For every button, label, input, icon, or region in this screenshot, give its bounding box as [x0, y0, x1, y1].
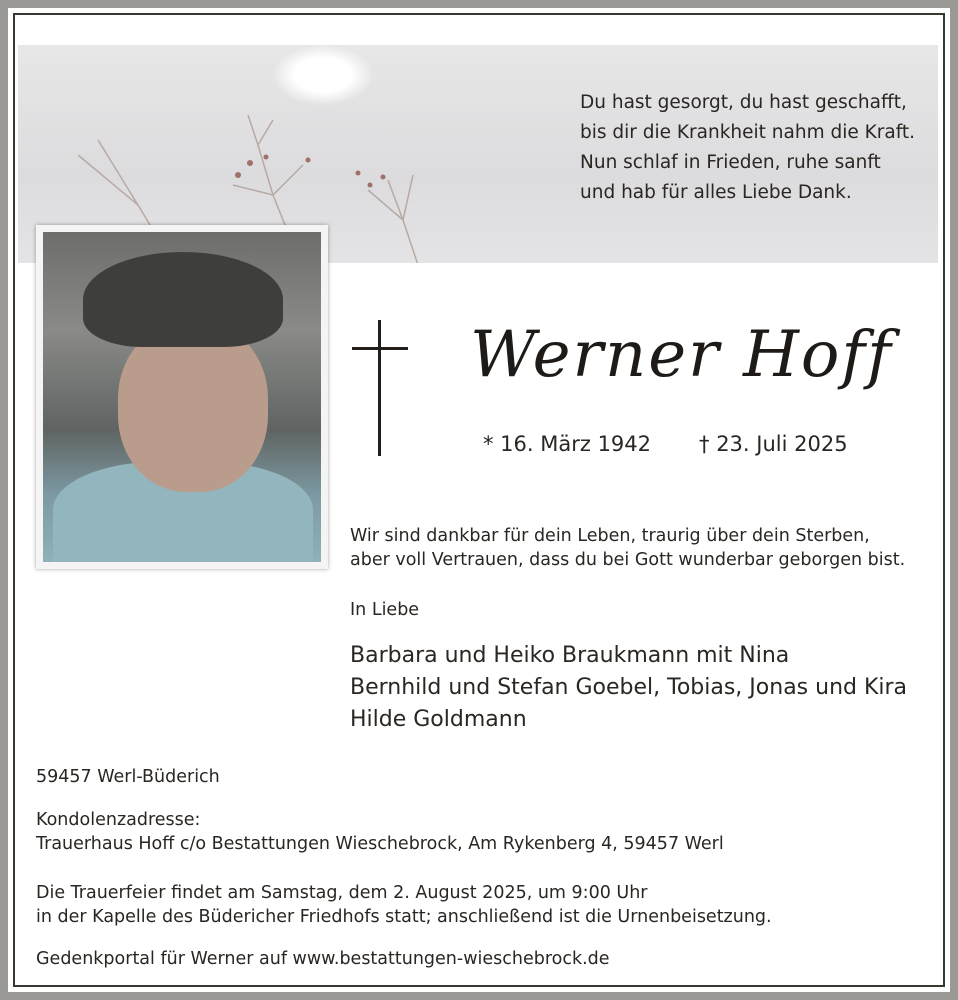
- portrait-cap: [83, 252, 283, 347]
- poem-line: bis dir die Krankheit nahm die Kraft.: [580, 122, 916, 143]
- condolence-address: Trauerhaus Hoff c/o Bestattungen Wieschebrock, Am Rykenberg 4, 59457 Werl: [36, 834, 724, 854]
- verse-line: Wir sind dankbar für dein Leben, traurig über dein Sterben,: [350, 526, 870, 546]
- ceremony-line: Die Trauerfeier findet am Samstag, dem 2. August 2025, um 9:00 Uhr: [36, 883, 648, 903]
- life-dates: [483, 432, 848, 456]
- family-line: Bernhild und Stefan Goebel, Tobias, Jonas und Kira: [350, 675, 908, 700]
- birth-date: * 16. März 1942: [483, 432, 652, 456]
- ceremony-line: in der Kapelle des Büdericher Friedhofs statt; anschließend ist die Urnenbeisetzung.: [36, 907, 772, 927]
- condolence-label: Kondolenzadresse:: [36, 810, 201, 830]
- family-list: [350, 640, 907, 736]
- verse-line: aber voll Vertrauen, dass du bei Gott wunderbar geborgen bist.: [350, 550, 906, 570]
- cross-icon: [352, 320, 408, 456]
- poem-line: Nun schlaf in Frieden, ruhe sanft: [580, 152, 881, 173]
- family-line: Hilde Goldmann: [350, 707, 527, 732]
- poem-line: Du hast gesorgt, du hast geschafft,: [580, 92, 907, 113]
- poem: [580, 88, 915, 208]
- deceased-name: Werner Hoff: [470, 318, 893, 392]
- portrait-photo: [36, 225, 328, 569]
- condolence-block: [36, 808, 724, 856]
- ceremony-info: [36, 881, 772, 929]
- family-line: Barbara und Heiko Braukmann mit Nina: [350, 643, 790, 668]
- memorial-portal: Gedenkportal für Werner auf www.bestattungen-wieschebrock.de: [36, 949, 610, 969]
- poem-line: und hab für alles Liebe Dank.: [580, 182, 852, 203]
- portrait-face: [118, 322, 268, 492]
- in-love-label: In Liebe: [350, 600, 420, 620]
- place: 59457 Werl-Büderich: [36, 767, 220, 787]
- verse: [350, 524, 905, 572]
- death-date: † 23. Juli 2025: [699, 432, 848, 456]
